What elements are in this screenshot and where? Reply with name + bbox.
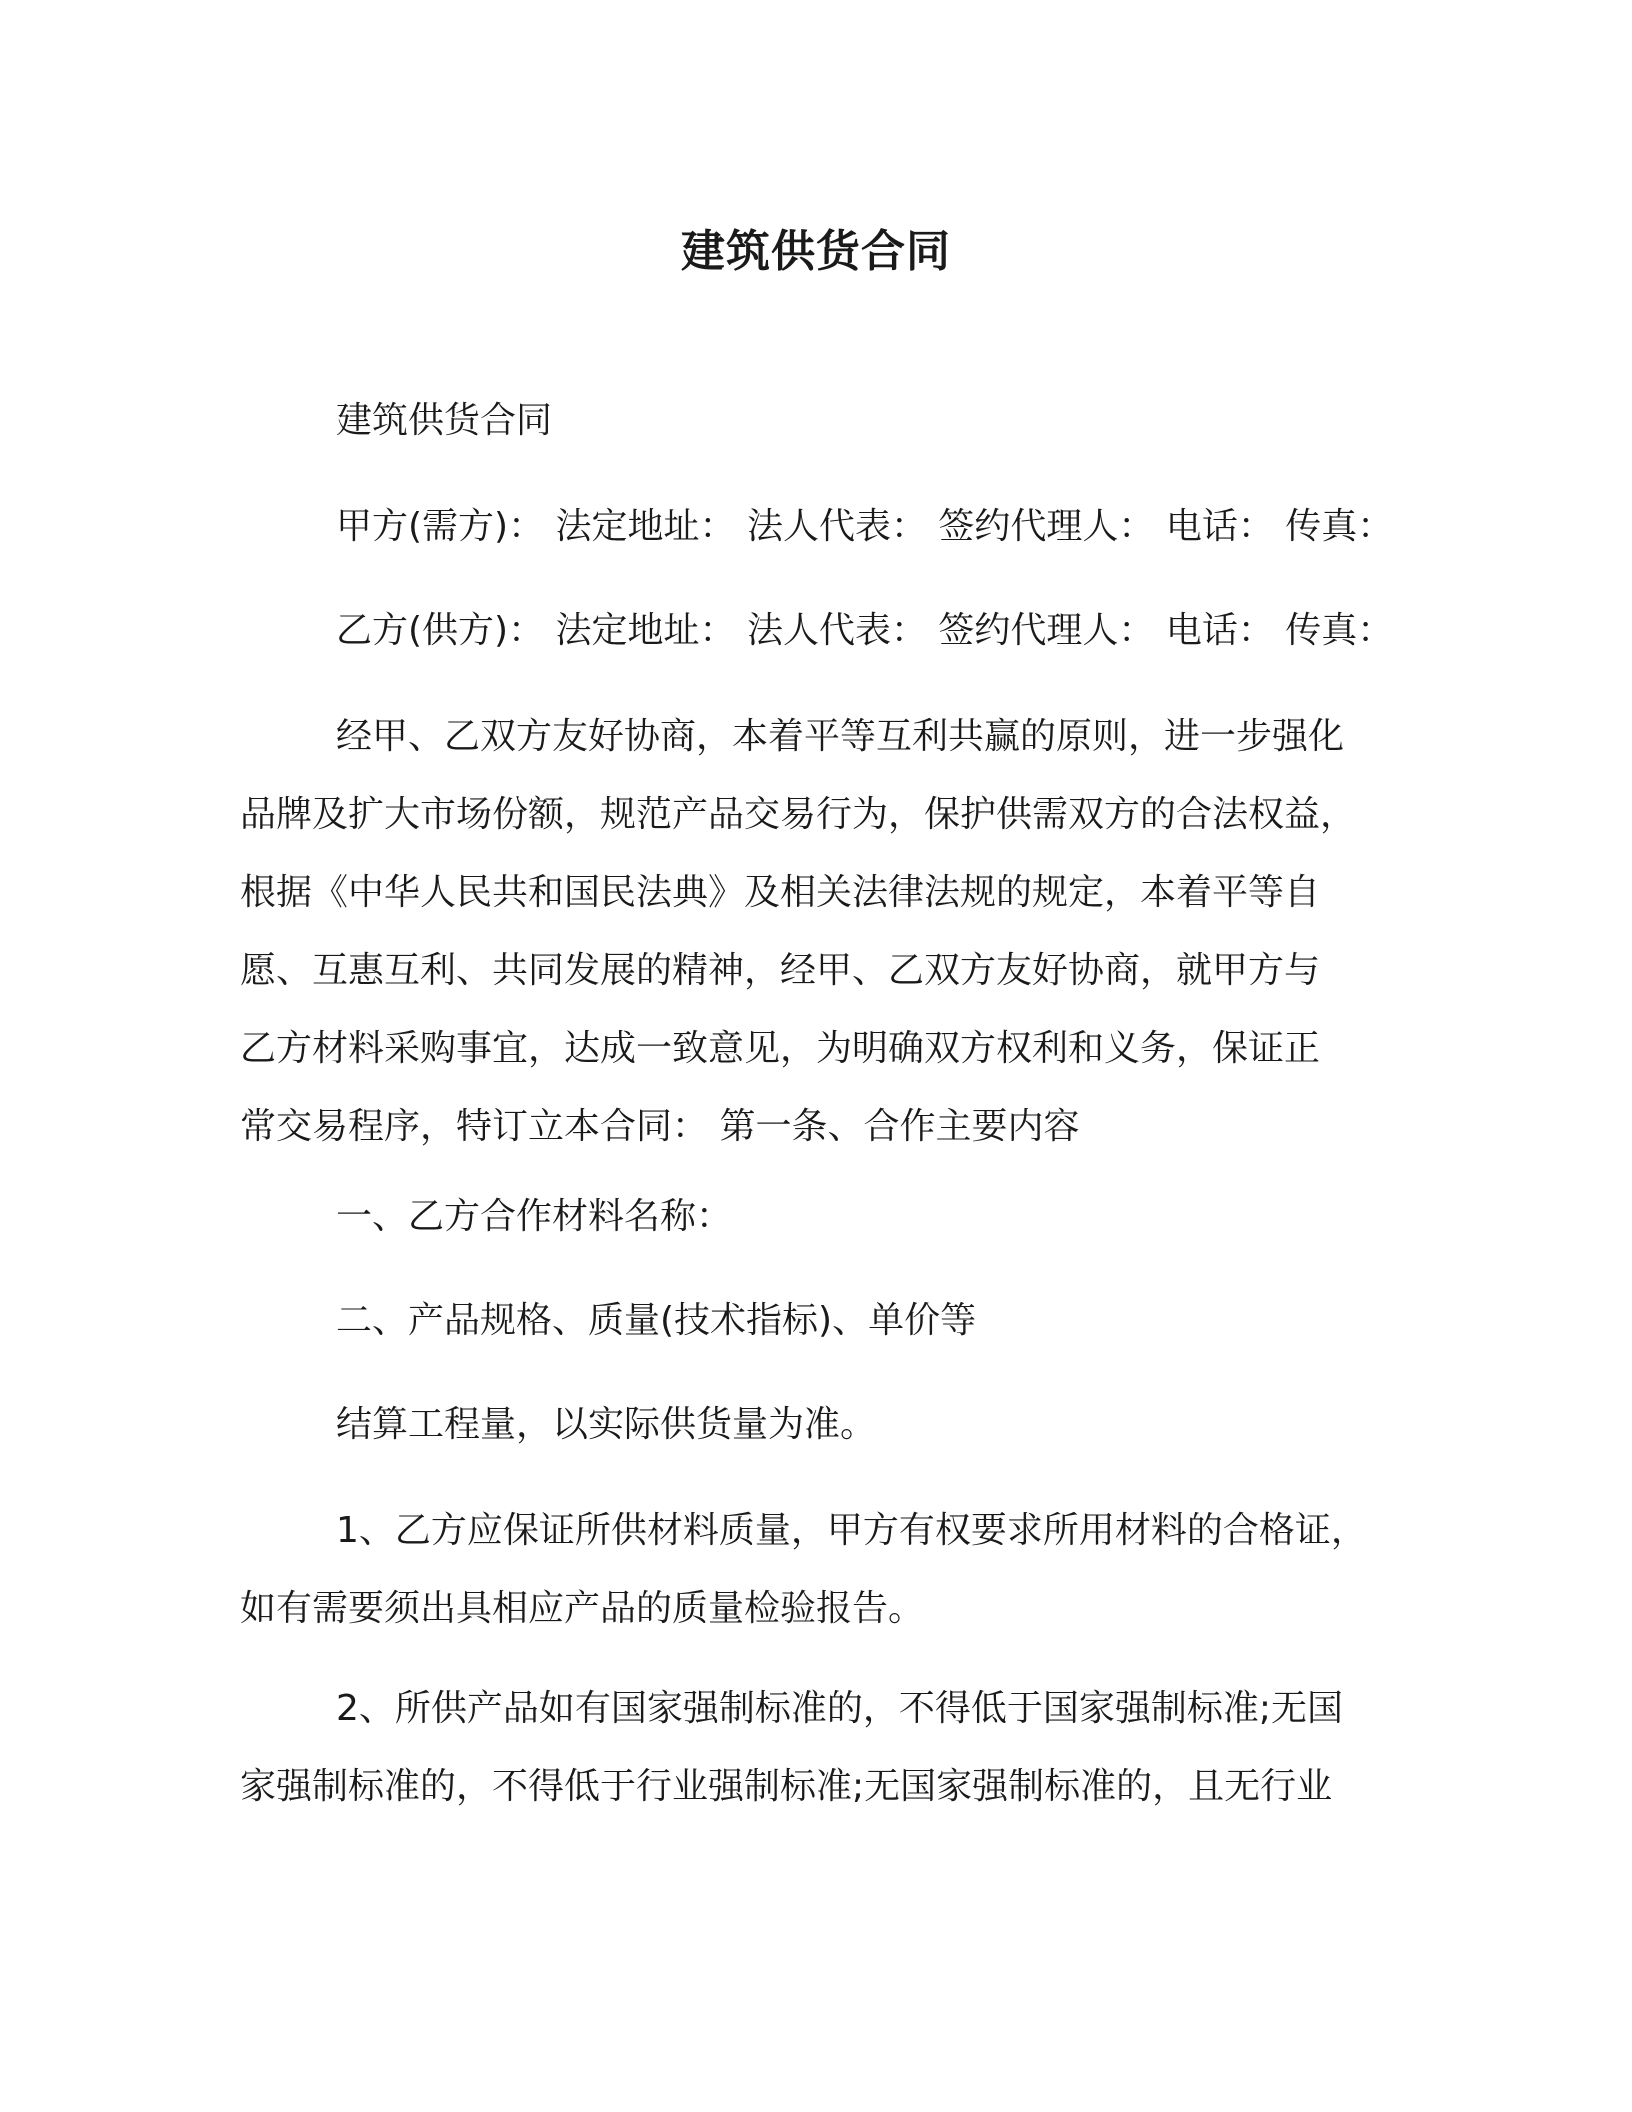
clause-1-paragraph	[240, 1492, 1390, 1648]
preamble-line: 常交易程序，特订立本合同： 第一条、合作主要内容	[240, 1106, 1080, 1147]
party-b-block	[240, 592, 1394, 670]
party-a-line: 甲方(需方)： 法定地址： 法人代表： 签约代理人： 电话： 传真：	[336, 506, 1394, 547]
party-a-block	[240, 488, 1394, 566]
party-b-line: 乙方(供方)： 法定地址： 法人代表： 签约代理人： 电话： 传真：	[336, 610, 1394, 651]
preamble-paragraph	[240, 698, 1390, 1166]
item-one-line: 一、乙方合作材料名称：	[336, 1196, 733, 1237]
preamble-line: 经甲、乙双方友好协商，本着平等互利共赢的原则，进一步强化	[336, 716, 1345, 757]
clause-1-line: 如有需要须出具相应产品的质量检验报告。	[240, 1588, 925, 1629]
document-subtitle: 建筑供货合同	[336, 400, 553, 441]
preamble-line: 乙方材料采购事宜，达成一致意见，为明确双方权利和义务，保证正	[240, 1028, 1321, 1069]
clause-2-line: 2、所供产品如有国家强制标准的，不得低于国家强制标准;无国	[336, 1688, 1344, 1729]
item-two-block	[240, 1282, 1390, 1360]
preamble-line: 愿、互惠互利、共同发展的精神，经甲、乙双方友好协商，就甲方与	[240, 950, 1321, 991]
document-subtitle-block	[240, 382, 1390, 460]
document-title: 建筑供货合同	[681, 226, 951, 277]
clause-2-paragraph	[240, 1670, 1390, 1826]
preamble-line: 品牌及扩大市场份额，规范产品交易行为，保护供需双方的合法权益，	[240, 794, 1357, 835]
item-two-line: 二、产品规格、质量(技术指标)、单价等	[336, 1300, 977, 1341]
settlement-line: 结算工程量，以实际供货量为准。	[336, 1404, 877, 1445]
clause-2-line: 家强制标准的，不得低于行业强制标准;无国家强制标准的，且无行业	[240, 1766, 1333, 1807]
clause-1-line: 1、乙方应保证所供材料质量，甲方有权要求所用材料的合格证，	[336, 1510, 1367, 1551]
settlement-block	[240, 1386, 1390, 1464]
item-one-block	[240, 1178, 1390, 1256]
preamble-line: 根据《中华人民共和国民法典》及相关法律法规的规定，本着平等自	[240, 872, 1321, 913]
